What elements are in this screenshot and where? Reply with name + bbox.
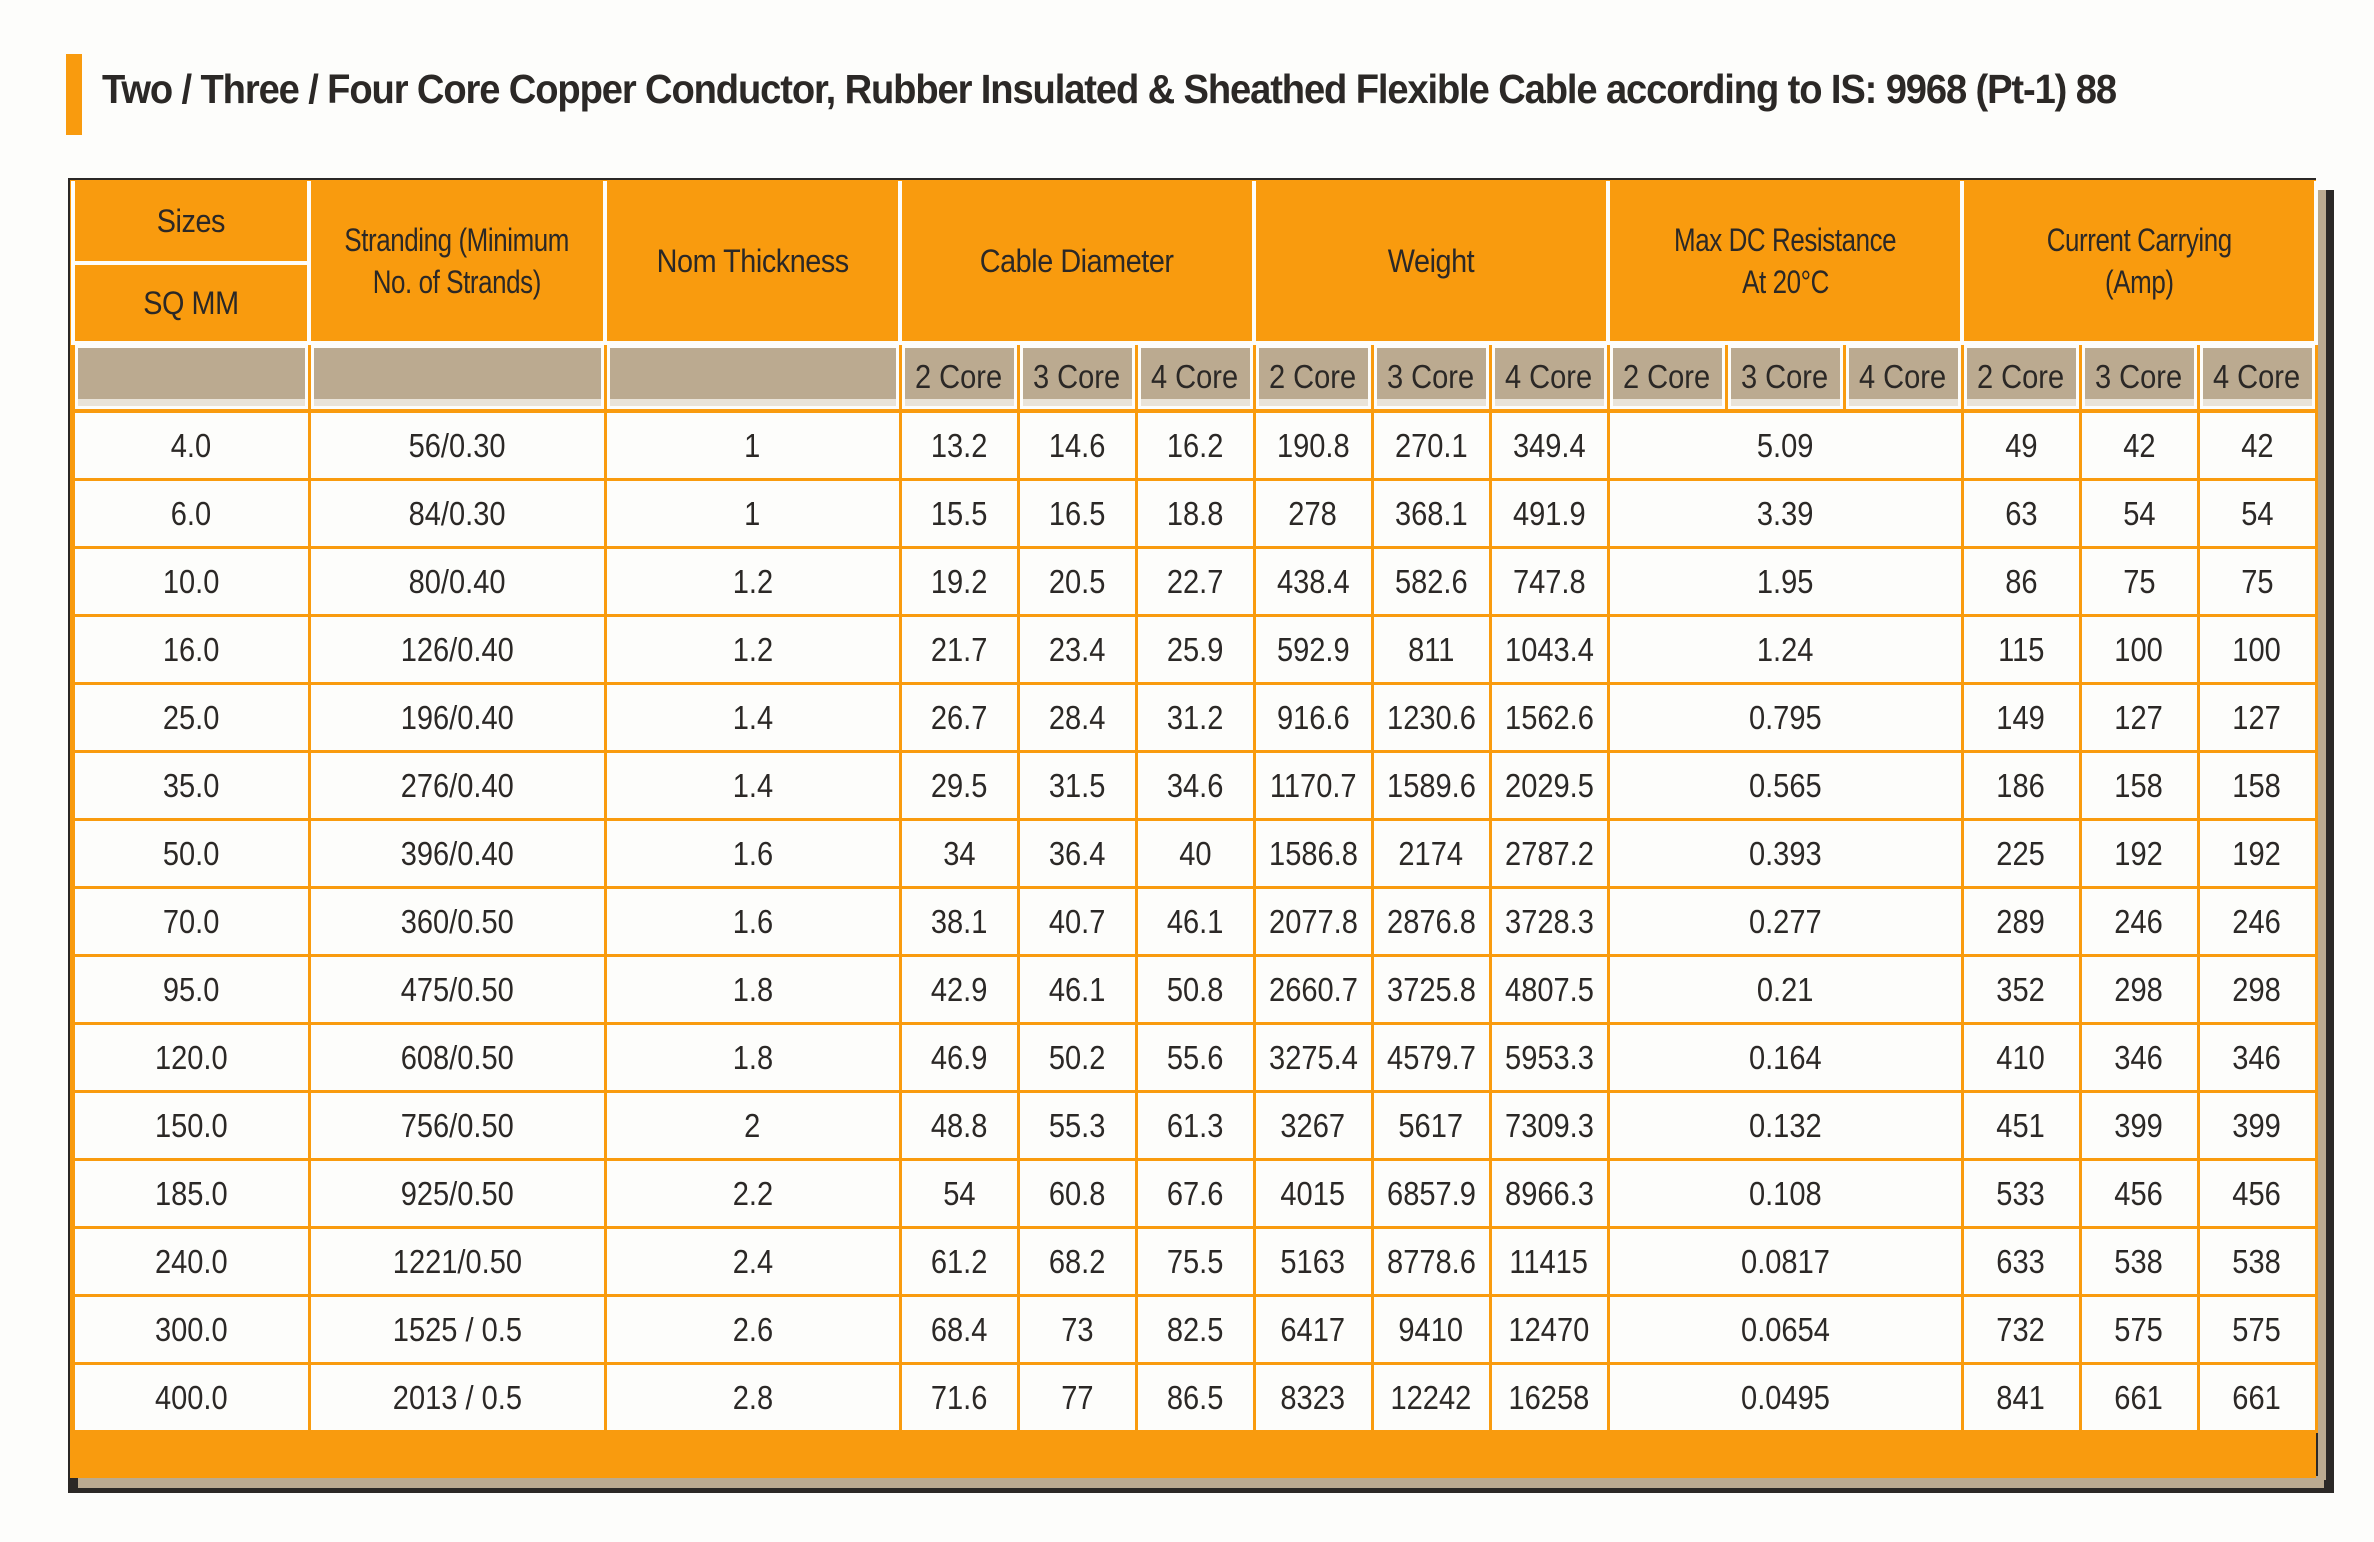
cell-dia-4core: 67.6 [1136, 1160, 1254, 1228]
cell-weight-4core: 11415 [1490, 1228, 1608, 1296]
cell-dia-3core: 46.1 [1018, 956, 1136, 1024]
cell-thickness: 2.8 [605, 1364, 900, 1432]
cell-thickness: 2.2 [605, 1160, 900, 1228]
subheader-resistance-4core: 4 Core [1844, 343, 1962, 411]
header-cable-diameter: Cable Diameter [900, 181, 1254, 343]
cell-weight-2core: 438.4 [1254, 548, 1372, 616]
cell-dia-4core: 75.5 [1136, 1228, 1254, 1296]
table-row [73, 752, 2316, 820]
cell-dia-3core: 40.7 [1018, 888, 1136, 956]
cell-current-4core: 298 [2198, 956, 2316, 1024]
cell-weight-3core: 368.1 [1372, 480, 1490, 548]
cell-current-4core: 158 [2198, 752, 2316, 820]
cell-thickness: 2.6 [605, 1296, 900, 1364]
cell-weight-3core: 811 [1372, 616, 1490, 684]
cell-stranding: 1221/0.50 [309, 1228, 605, 1296]
cell-weight-4core: 1043.4 [1490, 616, 1608, 684]
cell-weight-4core: 4807.5 [1490, 956, 1608, 1024]
cell-current-2core: 149 [1962, 684, 2080, 752]
cell-weight-2core: 592.9 [1254, 616, 1372, 684]
subheader-dia-2core: 2 Core [900, 343, 1018, 411]
cell-thickness: 1.8 [605, 956, 900, 1024]
cell-resistance: 0.0817 [1608, 1228, 1962, 1296]
cell-resistance: 3.39 [1608, 480, 1962, 548]
cell-weight-3core: 4579.7 [1372, 1024, 1490, 1092]
cell-current-2core: 115 [1962, 616, 2080, 684]
cell-stranding: 396/0.40 [309, 820, 605, 888]
cell-current-4core: 54 [2198, 480, 2316, 548]
cell-dia-3core: 73 [1018, 1296, 1136, 1364]
table-row [73, 616, 2316, 684]
header-sizes: Sizes [73, 181, 309, 263]
subheader-resistance-2core: 2 Core [1608, 343, 1726, 411]
cell-dia-4core: 34.6 [1136, 752, 1254, 820]
table-row [73, 1296, 2316, 1364]
cell-current-4core: 100 [2198, 616, 2316, 684]
cell-size: 25.0 [73, 684, 309, 752]
cell-weight-4core: 5953.3 [1490, 1024, 1608, 1092]
cell-size: 16.0 [73, 616, 309, 684]
cell-size: 70.0 [73, 888, 309, 956]
cell-current-3core: 298 [2080, 956, 2198, 1024]
subheader-blank [73, 343, 309, 411]
cell-dia-4core: 50.8 [1136, 956, 1254, 1024]
cell-dia-4core: 46.1 [1136, 888, 1254, 956]
cell-stranding: 756/0.50 [309, 1092, 605, 1160]
cell-thickness: 1.4 [605, 752, 900, 820]
cell-thickness: 1.6 [605, 820, 900, 888]
cell-thickness: 2 [605, 1092, 900, 1160]
cell-current-2core: 186 [1962, 752, 2080, 820]
cell-weight-3core: 582.6 [1372, 548, 1490, 616]
cell-dia-2core: 38.1 [900, 888, 1018, 956]
cell-current-2core: 633 [1962, 1228, 2080, 1296]
cell-thickness: 1.2 [605, 616, 900, 684]
cell-current-3core: 575 [2080, 1296, 2198, 1364]
header-sq-mm: SQ MM [73, 263, 309, 343]
table-row [73, 956, 2316, 1024]
cell-weight-2core: 916.6 [1254, 684, 1372, 752]
cell-weight-3core: 2174 [1372, 820, 1490, 888]
cell-weight-2core: 190.8 [1254, 411, 1372, 480]
subheader-weight-4core: 4 Core [1490, 343, 1608, 411]
subheader-weight-2core: 2 Core [1254, 343, 1372, 411]
cell-weight-4core: 349.4 [1490, 411, 1608, 480]
cell-weight-3core: 3725.8 [1372, 956, 1490, 1024]
table-row [73, 1228, 2316, 1296]
cell-current-3core: 456 [2080, 1160, 2198, 1228]
cell-dia-2core: 61.2 [900, 1228, 1018, 1296]
cell-weight-4core: 1562.6 [1490, 684, 1608, 752]
cell-current-4core: 661 [2198, 1364, 2316, 1432]
cable-spec-table [71, 181, 2318, 1433]
table-row [73, 820, 2316, 888]
cell-current-3core: 538 [2080, 1228, 2198, 1296]
cell-dia-2core: 13.2 [900, 411, 1018, 480]
cell-dia-4core: 61.3 [1136, 1092, 1254, 1160]
table-row [73, 1024, 2316, 1092]
subheader-dia-4core: 4 Core [1136, 343, 1254, 411]
cell-current-4core: 127 [2198, 684, 2316, 752]
cell-current-4core: 538 [2198, 1228, 2316, 1296]
cell-thickness: 1.8 [605, 1024, 900, 1092]
subheader-weight-3core: 3 Core [1372, 343, 1490, 411]
cell-current-2core: 352 [1962, 956, 2080, 1024]
cell-current-2core: 410 [1962, 1024, 2080, 1092]
header-weight: Weight [1254, 181, 1608, 343]
cell-current-3core: 158 [2080, 752, 2198, 820]
cell-current-4core: 346 [2198, 1024, 2316, 1092]
cell-current-3core: 246 [2080, 888, 2198, 956]
cell-dia-2core: 34 [900, 820, 1018, 888]
cell-dia-3core: 50.2 [1018, 1024, 1136, 1092]
table-row [73, 411, 2316, 480]
cell-stranding: 84/0.30 [309, 480, 605, 548]
cell-current-3core: 346 [2080, 1024, 2198, 1092]
cell-dia-3core: 23.4 [1018, 616, 1136, 684]
cell-size: 120.0 [73, 1024, 309, 1092]
subheader-resistance-3core: 3 Core [1726, 343, 1844, 411]
cell-thickness: 1.4 [605, 684, 900, 752]
cell-weight-3core: 1589.6 [1372, 752, 1490, 820]
header-current-carrying: Current Carrying (Amp) [1962, 181, 2316, 343]
cell-stranding: 126/0.40 [309, 616, 605, 684]
cell-weight-2core: 1586.8 [1254, 820, 1372, 888]
table-row [73, 1092, 2316, 1160]
cell-stranding: 196/0.40 [309, 684, 605, 752]
cell-current-3core: 661 [2080, 1364, 2198, 1432]
cell-weight-2core: 1170.7 [1254, 752, 1372, 820]
header-stranding: Stranding (Minimum No. of Strands) [309, 181, 605, 343]
cell-dia-2core: 48.8 [900, 1092, 1018, 1160]
cell-dia-2core: 19.2 [900, 548, 1018, 616]
cell-stranding: 1525 / 0.5 [309, 1296, 605, 1364]
cell-dia-4core: 82.5 [1136, 1296, 1254, 1364]
cell-weight-2core: 3275.4 [1254, 1024, 1372, 1092]
cell-size: 400.0 [73, 1364, 309, 1432]
cell-dia-2core: 15.5 [900, 480, 1018, 548]
cell-size: 4.0 [73, 411, 309, 480]
subheader-current-4core: 4 Core [2198, 343, 2316, 411]
cell-stranding: 925/0.50 [309, 1160, 605, 1228]
cell-dia-3core: 60.8 [1018, 1160, 1136, 1228]
cell-weight-3core: 12242 [1372, 1364, 1490, 1432]
table-row [73, 684, 2316, 752]
table-row [73, 888, 2316, 956]
cell-resistance: 0.132 [1608, 1092, 1962, 1160]
cell-dia-2core: 54 [900, 1160, 1018, 1228]
cell-dia-4core: 40 [1136, 820, 1254, 888]
cell-stranding: 360/0.50 [309, 888, 605, 956]
cell-weight-4core: 747.8 [1490, 548, 1608, 616]
cell-weight-2core: 8323 [1254, 1364, 1372, 1432]
table-shadow-edge [2318, 190, 2326, 1480]
cell-dia-3core: 36.4 [1018, 820, 1136, 888]
cell-size: 6.0 [73, 480, 309, 548]
table-row [73, 1160, 2316, 1228]
cell-current-3core: 42 [2080, 411, 2198, 480]
cell-size: 35.0 [73, 752, 309, 820]
title-accent-bar [66, 54, 82, 135]
cell-thickness: 1.6 [605, 888, 900, 956]
cell-resistance: 0.277 [1608, 888, 1962, 956]
subheader-current-2core: 2 Core [1962, 343, 2080, 411]
cell-current-4core: 42 [2198, 411, 2316, 480]
cell-weight-4core: 7309.3 [1490, 1092, 1608, 1160]
cell-stranding: 2013 / 0.5 [309, 1364, 605, 1432]
cell-dia-3core: 77 [1018, 1364, 1136, 1432]
cell-resistance: 0.393 [1608, 820, 1962, 888]
cell-weight-4core: 2029.5 [1490, 752, 1608, 820]
cell-current-2core: 225 [1962, 820, 2080, 888]
cell-resistance: 5.09 [1608, 411, 1962, 480]
cell-current-3core: 399 [2080, 1092, 2198, 1160]
cell-dia-2core: 42.9 [900, 956, 1018, 1024]
cell-current-2core: 732 [1962, 1296, 2080, 1364]
cell-current-4core: 75 [2198, 548, 2316, 616]
cell-dia-3core: 31.5 [1018, 752, 1136, 820]
cell-current-3core: 75 [2080, 548, 2198, 616]
cell-size: 150.0 [73, 1092, 309, 1160]
cell-weight-3core: 8778.6 [1372, 1228, 1490, 1296]
cell-size: 10.0 [73, 548, 309, 616]
cell-weight-4core: 2787.2 [1490, 820, 1608, 888]
cell-current-4core: 192 [2198, 820, 2316, 888]
cell-dia-3core: 16.5 [1018, 480, 1136, 548]
cell-resistance: 0.565 [1608, 752, 1962, 820]
table-row [73, 480, 2316, 548]
cell-current-4core: 246 [2198, 888, 2316, 956]
cell-weight-2core: 4015 [1254, 1160, 1372, 1228]
cell-dia-3core: 14.6 [1018, 411, 1136, 480]
cell-thickness: 1 [605, 480, 900, 548]
cell-stranding: 475/0.50 [309, 956, 605, 1024]
cell-size: 240.0 [73, 1228, 309, 1296]
header-max-dc-resistance: Max DC Resistance At 20°C [1608, 181, 1962, 343]
cell-size: 95.0 [73, 956, 309, 1024]
cell-stranding: 56/0.30 [309, 411, 605, 480]
cell-current-3core: 54 [2080, 480, 2198, 548]
cell-weight-3core: 6857.9 [1372, 1160, 1490, 1228]
cell-size: 300.0 [73, 1296, 309, 1364]
cell-weight-2core: 5163 [1254, 1228, 1372, 1296]
cell-resistance: 0.0495 [1608, 1364, 1962, 1432]
cell-current-2core: 451 [1962, 1092, 2080, 1160]
cell-weight-4core: 12470 [1490, 1296, 1608, 1364]
cell-resistance: 0.21 [1608, 956, 1962, 1024]
cell-weight-2core: 3267 [1254, 1092, 1372, 1160]
cell-current-3core: 192 [2080, 820, 2198, 888]
cell-thickness: 1 [605, 411, 900, 480]
cell-weight-2core: 278 [1254, 480, 1372, 548]
cell-weight-2core: 2660.7 [1254, 956, 1372, 1024]
cell-current-3core: 100 [2080, 616, 2198, 684]
cell-current-2core: 841 [1962, 1364, 2080, 1432]
table-row [73, 1364, 2316, 1432]
cell-thickness: 1.2 [605, 548, 900, 616]
cell-dia-2core: 68.4 [900, 1296, 1018, 1364]
cell-dia-4core: 55.6 [1136, 1024, 1254, 1092]
header-nom-thickness: Nom Thickness [605, 181, 900, 343]
cell-current-4core: 399 [2198, 1092, 2316, 1160]
cell-resistance: 0.0654 [1608, 1296, 1962, 1364]
cell-dia-3core: 68.2 [1018, 1228, 1136, 1296]
cell-dia-3core: 20.5 [1018, 548, 1136, 616]
cell-current-4core: 575 [2198, 1296, 2316, 1364]
table-row [73, 548, 2316, 616]
cell-stranding: 276/0.40 [309, 752, 605, 820]
cell-dia-4core: 31.2 [1136, 684, 1254, 752]
subheader-blank [605, 343, 900, 411]
cell-stranding: 80/0.40 [309, 548, 605, 616]
cell-weight-3core: 5617 [1372, 1092, 1490, 1160]
subheader-blank [309, 343, 605, 411]
cell-dia-2core: 21.7 [900, 616, 1018, 684]
cell-dia-3core: 28.4 [1018, 684, 1136, 752]
cell-thickness: 2.4 [605, 1228, 900, 1296]
cell-resistance: 0.164 [1608, 1024, 1962, 1092]
cell-current-2core: 289 [1962, 888, 2080, 956]
cell-weight-4core: 3728.3 [1490, 888, 1608, 956]
cell-dia-4core: 18.8 [1136, 480, 1254, 548]
cell-current-2core: 86 [1962, 548, 2080, 616]
cell-current-3core: 127 [2080, 684, 2198, 752]
cell-dia-2core: 26.7 [900, 684, 1018, 752]
cell-size: 185.0 [73, 1160, 309, 1228]
cell-dia-2core: 71.6 [900, 1364, 1018, 1432]
cell-weight-3core: 9410 [1372, 1296, 1490, 1364]
cell-resistance: 0.108 [1608, 1160, 1962, 1228]
cell-current-4core: 456 [2198, 1160, 2316, 1228]
cell-dia-2core: 46.9 [900, 1024, 1018, 1092]
cell-weight-3core: 270.1 [1372, 411, 1490, 480]
cell-weight-4core: 8966.3 [1490, 1160, 1608, 1228]
cell-weight-3core: 1230.6 [1372, 684, 1490, 752]
cell-current-2core: 63 [1962, 480, 2080, 548]
cell-dia-2core: 29.5 [900, 752, 1018, 820]
cell-weight-4core: 491.9 [1490, 480, 1608, 548]
cell-resistance: 1.24 [1608, 616, 1962, 684]
cell-size: 50.0 [73, 820, 309, 888]
cell-resistance: 1.95 [1608, 548, 1962, 616]
cell-dia-4core: 22.7 [1136, 548, 1254, 616]
cell-weight-4core: 16258 [1490, 1364, 1608, 1432]
cell-dia-4core: 86.5 [1136, 1364, 1254, 1432]
cell-current-2core: 533 [1962, 1160, 2080, 1228]
cell-dia-3core: 55.3 [1018, 1092, 1136, 1160]
cell-dia-4core: 25.9 [1136, 616, 1254, 684]
cell-stranding: 608/0.50 [309, 1024, 605, 1092]
cell-dia-4core: 16.2 [1136, 411, 1254, 480]
subheader-current-3core: 3 Core [2080, 343, 2198, 411]
cell-weight-2core: 6417 [1254, 1296, 1372, 1364]
page-title: Two / Three / Four Core Copper Conductor, Rubber Insulated & Sheathed Flexible Cable according to IS: 9968 (Pt-1) 88 [102, 66, 2116, 112]
cell-resistance: 0.795 [1608, 684, 1962, 752]
cell-weight-3core: 2876.8 [1372, 888, 1490, 956]
cell-current-2core: 49 [1962, 411, 2080, 480]
cell-weight-2core: 2077.8 [1254, 888, 1372, 956]
subheader-dia-3core: 3 Core [1018, 343, 1136, 411]
